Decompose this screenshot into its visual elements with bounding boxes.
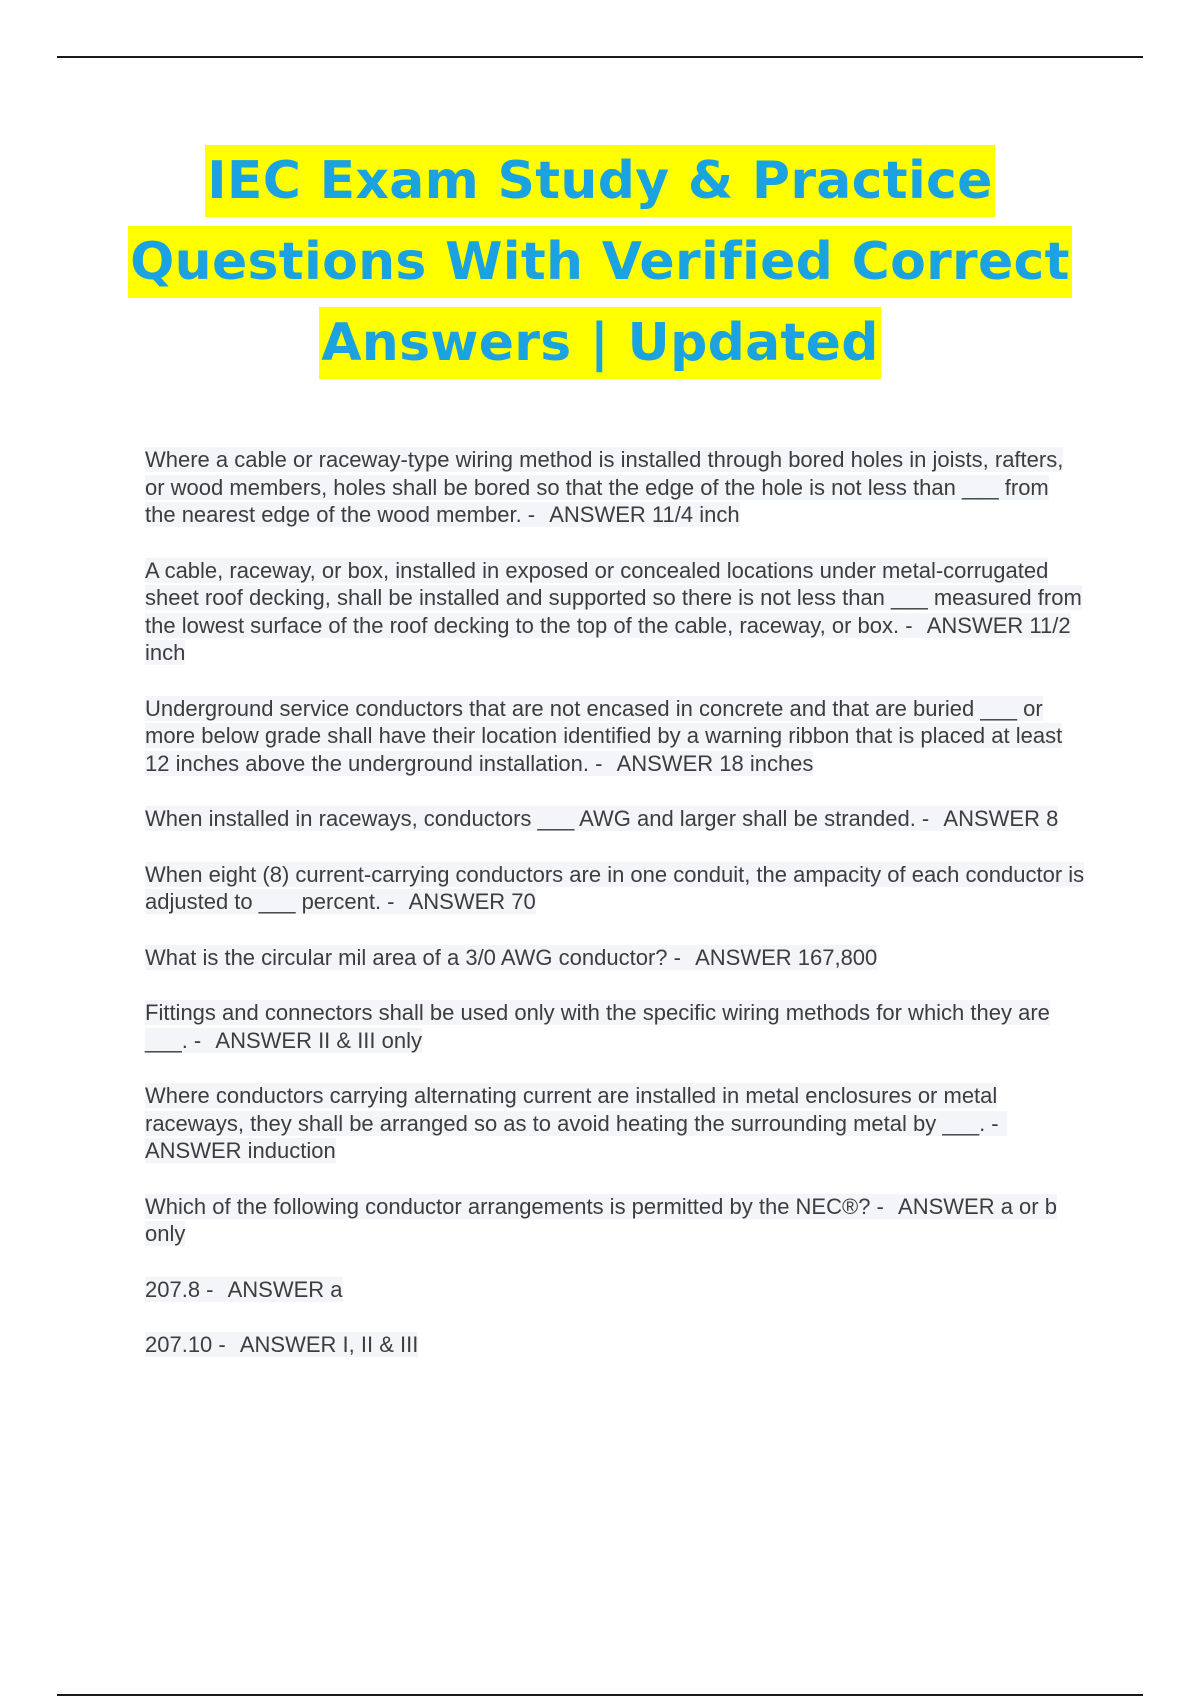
qa-item-2	[145, 557, 1085, 667]
answer-text: ANSWER 167,800	[695, 944, 878, 970]
question-text: 207.8 -	[145, 1276, 214, 1302]
answer-text: ANSWER I, II & III	[239, 1332, 419, 1357]
footer-rule	[57, 1694, 1143, 1696]
question-text: A cable, raceway, or box, installed in exposed or concealed locations under metal-corrugated sheet roof decking, shall be installed and supported so there is not less than ___ measured from the lowest surface of the roof decking to the top of the cable, raceway, or box. -	[145, 557, 1082, 638]
qa-item-4	[145, 805, 1085, 833]
qa-item-11	[145, 1331, 1085, 1359]
question-text: Where a cable or raceway-type wiring method is installed through bored holes in joists, rafters, or wood members, holes shall be bored so that the edge of the hole is not less than ___ from the nearest edge of the wood member. -	[145, 447, 1064, 527]
qa-item-5	[145, 861, 1085, 916]
question-text: 207.10 -	[145, 1332, 226, 1357]
question-text: Where conductors carrying alternating current are installed in metal enclosures or metal raceways, they shall be arranged so as to avoid heating the surrounding metal by ___. -	[145, 1083, 999, 1136]
title-line-1: IEC Exam Study & Practice	[205, 145, 995, 217]
qa-item-8	[145, 1082, 1085, 1165]
qa-item-7	[145, 999, 1085, 1054]
title-line-3: Answers | Updated	[319, 307, 881, 379]
question-text: Fittings and connectors shall be used only with the specific wiring methods for which they are ___. -	[145, 1000, 1050, 1053]
question-list	[145, 446, 1085, 1387]
answer-text: ANSWER 8	[943, 806, 1059, 831]
question-text: What is the circular mil area of a 3/0 AWG conductor? -	[145, 944, 681, 970]
question-text: When eight (8) current-carrying conductors are in one conduit, the ampacity of each conductor is adjusted to ___ percent. -	[145, 861, 1085, 914]
qa-item-10	[145, 1276, 1085, 1304]
answer-text: ANSWER induction	[145, 1138, 336, 1163]
answer-text: ANSWER 18 inches	[616, 750, 814, 776]
qa-item-3	[145, 695, 1085, 778]
qa-item-9	[145, 1193, 1085, 1248]
qa-item-1	[145, 446, 1085, 529]
title-line-2: Questions With Verified Correct	[128, 226, 1072, 298]
answer-text: ANSWER a	[227, 1276, 343, 1302]
answer-text: ANSWER II & III only	[215, 1027, 422, 1053]
answer-text: ANSWER 11/2 inch	[145, 612, 1071, 665]
question-text: Which of the following conductor arrangements is permitted by the NEC®? -	[145, 1193, 884, 1219]
question-text: Underground service conductors that are not encased in concrete and that are buried ___ or more below grade shall have their location identified by a warning ribbon that is placed at least 12 inches above the underground installation. -	[145, 695, 1063, 776]
header-rule	[57, 56, 1143, 58]
answer-text: ANSWER 70	[408, 889, 536, 914]
qa-item-6	[145, 944, 1085, 972]
question-text: When installed in raceways, conductors ___ AWG and larger shall be stranded. -	[145, 806, 930, 831]
document-title	[100, 145, 1100, 388]
answer-text: ANSWER 11/4 inch	[549, 502, 740, 527]
answer-text: ANSWER a or b only	[145, 1193, 1057, 1246]
